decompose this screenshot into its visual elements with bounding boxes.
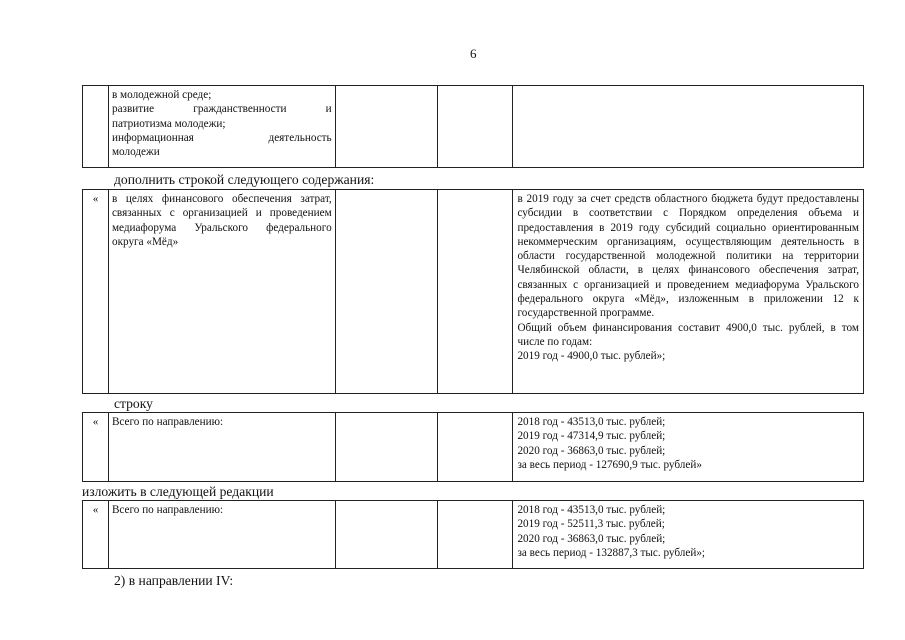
word: и <box>325 103 332 116</box>
paragraph: в 2019 году за счет средств областного бюджета будут предоставлены субсидии в соответствии с Порядком определения объема и предоставления в 2019 году субсидий социально ориентированным некоммерческим организациям, осуществляющим деятельность в области государственной молодежной политики на территории Челябинской области, в целях финансового обеспечения затрат, связанных с организацией и проведением медиафорума Уральского федерального округа «Мёд», изложенным в приложении 12 к государственной программе. <box>517 193 859 320</box>
heading-new-edition: изложить в следующей редакции <box>82 484 274 499</box>
paragraph: 2019 год - 4900,0 тыс. рублей»; <box>517 350 666 363</box>
table-new-row <box>82 189 864 394</box>
table-cell-description <box>513 190 864 394</box>
text-line: патриотизма молодежи; <box>111 117 226 130</box>
paragraph: Общий объем финансирования составит 4900,0 тыс. рублей, в том числе по годам: <box>517 321 859 348</box>
table-cell-empty <box>336 413 438 482</box>
text-line <box>112 131 332 145</box>
text-line-justified <box>112 102 332 116</box>
text-line <box>112 102 332 116</box>
text-line: 2018 год - 43513,0 тыс. рублей; <box>517 504 666 516</box>
table-cell-totals <box>513 501 864 569</box>
text-line: за весь период - 127690,9 тыс. рублей» <box>517 458 702 471</box>
table-cell-empty <box>336 501 438 569</box>
heading-add-row: дополнить строкой следующего содержания: <box>114 172 375 187</box>
text-line: 2019 год - 52511,3 тыс. рублей; <box>517 518 665 531</box>
table-cell-text: в целях финансового обеспечения затрат, связанных с организацией и проведением медиафорума Уральского федерального округа «Мёд» <box>109 190 336 394</box>
table-cell-text: Всего по направлению: <box>109 501 336 569</box>
word: гражданственности <box>193 103 287 116</box>
table-cell-empty <box>438 501 514 569</box>
text-line-justified <box>112 131 332 145</box>
table-cell-empty <box>438 86 514 168</box>
quote-mark: « <box>83 501 109 569</box>
heading-row: строку <box>114 396 153 411</box>
text-line: в молодежной среде; <box>111 89 212 101</box>
quote-mark: « <box>83 413 109 482</box>
word: деятельность <box>268 131 332 144</box>
table-new-totals <box>82 500 864 569</box>
table-cell-text <box>109 86 336 168</box>
table-old-totals <box>82 412 864 482</box>
heading-direction-iv: 2) в направлении IV: <box>114 573 234 588</box>
text-line: молодежи <box>111 146 160 159</box>
table-cell-text: Всего по направлению: <box>109 413 336 482</box>
table-cell-empty <box>336 86 438 168</box>
text-line: за весь период - 132887,3 тыс. рублей»; <box>517 546 706 559</box>
word: информационная <box>111 131 194 144</box>
table-cell-empty <box>438 190 514 394</box>
text-line: 2018 год - 43513,0 тыс. рублей; <box>517 416 666 428</box>
table-cell-empty <box>438 413 514 482</box>
table-continuation <box>82 85 864 168</box>
text-line: 2020 год - 36863,0 тыс. рублей; <box>517 444 666 457</box>
quote-mark: « <box>83 190 109 394</box>
table-cell-totals <box>513 413 864 482</box>
text-line: 2019 год - 47314,9 тыс. рублей; <box>517 430 666 443</box>
table-cell-empty <box>513 86 864 168</box>
table-cell-number <box>83 86 109 168</box>
text-line: 2020 год - 36863,0 тыс. рублей; <box>517 532 666 545</box>
page-number: 6 <box>470 46 477 61</box>
word: развитие <box>111 103 155 116</box>
table-cell-empty <box>336 190 438 394</box>
